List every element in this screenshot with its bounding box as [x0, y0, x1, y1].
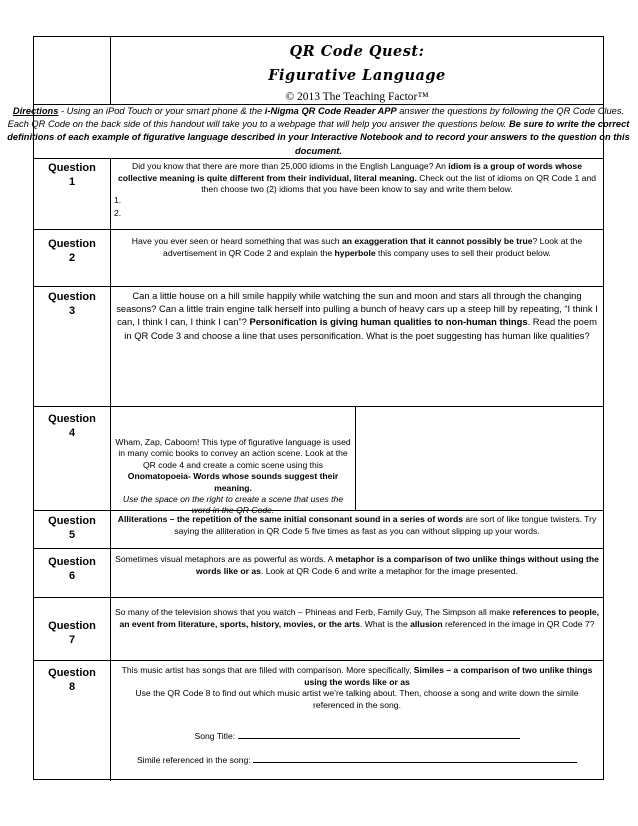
question-7-label: Question 7 [48, 620, 96, 646]
question-4-prompt: Wham, Zap, Caboom! This type of figurative language is used in many comic books to convey an action scene. Look at the QR code 4 and create a comic scene using this Onomatopoeia- Words whose sounds suggest their meaning. Use the space on the right to create a scene that uses the word in the QR Code. [115, 437, 351, 516]
comic-scene-drawing-area[interactable] [356, 407, 604, 509]
row-divider [34, 286, 603, 287]
worksheet [7, 36, 630, 780]
question-1-answer-2[interactable]: 2. [114, 208, 122, 218]
row-divider [34, 597, 603, 598]
song-title-field[interactable] [114, 730, 600, 743]
question-7-prompt: So many of the television shows that you watch – Phineas and Ferb, Family Guy, The Simpson all make references to people, an event from literature, sports, history, movies, or the arts. What is the allusion referenced in the image in QR Code 7? [114, 607, 600, 629]
question-8-prompt: This music artist has songs that are filled with comparison. More specifically, Similes – a comparison of two unlike things using the words like or as Use the QR Code 8 to find out which music artist we’re talking about. Then, choose a song and write down the simile referenced in the song. [121, 665, 593, 710]
app-name: i-Nigma QR Code Reader APP [264, 106, 397, 116]
question-1-label: Question 1 [48, 162, 96, 188]
question-3-prompt: Can a little house on a hill smile happily while watching the sun and moon and stars all through the changing seasons? Can a little train engine talk herself into pulling a bunch of heavy cars up a steep hill by repeating, “I think I can, I think I can, I think I can”? Personification is giving human qualities to non-human things. Read the poem in QR Code 3 and choose a line that uses personification. What is the poet suggesting has human like qualities? [116, 290, 598, 341]
simile-label: Simile referenced in the song: [136, 755, 254, 765]
question-5-prompt: Alliterations – the repetition of the same initial consonant sound in a series of words are sort of like tongue twisters. Try saying the alliteration in QR Code 5 five times as fast as you can without slipping up your words. [117, 514, 597, 536]
row-divider [34, 660, 603, 661]
worksheet-title-line1: QR Code Quest: [289, 43, 425, 60]
simile-blank[interactable] [253, 754, 577, 763]
column-divider [110, 158, 111, 781]
question-1-prompt: Did you know that there are more than 25,000 idioms in the English Language? An idiom is a group of words whose collective meaning is quite different from their individual, literal meaning. Check out the list of idioms on QR Code 1 and then choose two (2) idioms that you have been know to say and write them below. [117, 161, 597, 195]
question-6-label: Question 6 [48, 556, 96, 582]
simile-field[interactable] [114, 754, 600, 767]
question-3-label: Question 3 [48, 291, 96, 317]
question-4-label: Question 4 [48, 413, 96, 439]
song-title-blank[interactable] [238, 730, 520, 739]
directions-label: Directions [12, 106, 59, 116]
question-5-label: Question 5 [48, 515, 96, 541]
row-divider [34, 548, 603, 549]
question-1-answer-1[interactable]: 1. [114, 195, 122, 205]
copyright-notice: © 2013 The Teaching Factor™ [285, 91, 429, 103]
question-2-prompt: Have you ever seen or heard something that was such an exaggeration that it cannot possibly be true? Look at the advertisement in QR Code 2 and explain the hyperbole this company uses to sell their product below. [131, 236, 583, 258]
row-divider [34, 229, 603, 230]
row-divider [34, 158, 603, 159]
worksheet-title-line2: Figurative Language [268, 67, 446, 84]
song-title-label: Song Title: [194, 731, 238, 741]
directions-text: Directions - Using an iPod Touch or your smart phone & the i-Nigma QR Code Reader APP answer the questions by following the QR Code Clues. Each QR Code on the back side of this handout will take you to a webpage that will help you answer the questions below. Be sure to write the correct definitions of each example of figurative language described in your Interactive Notebook and to record your answers to the question on this document. [7, 106, 630, 156]
question-8-label: Question 8 [48, 667, 96, 693]
question-6-prompt: Sometimes visual metaphors are as powerful as words. A metaphor is a comparison of two unlike things without using the words like or as. Look at QR Code 6 and write a metaphor for the image presented. [115, 554, 599, 576]
question-2-label: Question 2 [48, 238, 96, 264]
